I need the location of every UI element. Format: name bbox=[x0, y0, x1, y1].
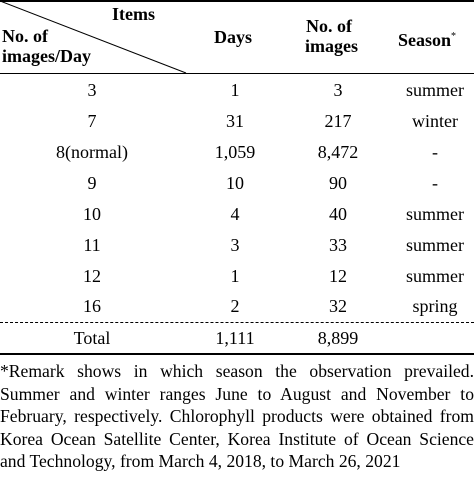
cell-images-per-day: 8(normal) bbox=[56, 142, 128, 162]
cell-images: 217 bbox=[324, 111, 352, 131]
cell-days: 1,059 bbox=[214, 142, 256, 162]
total-images: 8,899 bbox=[317, 328, 359, 348]
table-row bbox=[0, 137, 474, 167]
total-label: Total bbox=[73, 328, 111, 348]
cell-season: - bbox=[432, 173, 438, 193]
cell-season: winter bbox=[412, 111, 458, 131]
table-row bbox=[0, 199, 474, 229]
header-no-of-images-line1: No. of bbox=[306, 16, 352, 36]
cell-images-per-day: 12 bbox=[83, 266, 101, 286]
total-season bbox=[385, 323, 474, 353]
table-row bbox=[0, 291, 474, 321]
table-row bbox=[0, 75, 474, 105]
bottom-rule bbox=[0, 353, 474, 355]
season-footnote-mark: * bbox=[451, 31, 457, 42]
table-row bbox=[0, 168, 474, 198]
cell-images: 90 bbox=[329, 173, 347, 193]
cell-images-per-day: 9 bbox=[87, 173, 97, 193]
header-items: Items bbox=[112, 4, 155, 24]
table-footnote: *Remark shows in which season the observation prevailed. Summer and winter ranges June to August and November to February, respectively. Chlorophyll products were obtained from Korea Ocean Satellite Center, Korea Institute of Ocean Science and Technology, from March 4, 2018, to March 26, 2021 bbox=[0, 361, 474, 471]
cell-season: spring bbox=[412, 296, 458, 316]
cell-days: 4 bbox=[230, 204, 240, 224]
header-rule bbox=[0, 73, 474, 74]
cell-images-per-day: 16 bbox=[83, 296, 101, 316]
cell-images: 12 bbox=[329, 266, 347, 286]
header-no-of-images-line2: images bbox=[305, 36, 358, 56]
header-days: Days bbox=[214, 27, 253, 47]
cell-season: summer bbox=[406, 235, 464, 255]
cell-season: summer bbox=[406, 266, 464, 286]
cell-days: 31 bbox=[226, 111, 244, 131]
cell-season: - bbox=[432, 142, 438, 162]
table-row bbox=[0, 106, 474, 136]
cell-days: 10 bbox=[226, 173, 244, 193]
cell-days: 2 bbox=[230, 296, 240, 316]
cell-images: 3 bbox=[333, 80, 343, 100]
cell-images-per-day: 10 bbox=[83, 204, 101, 224]
header-images-per-day-line1: No. of bbox=[2, 26, 48, 46]
table-row bbox=[0, 261, 474, 291]
cell-images: 32 bbox=[329, 296, 347, 316]
header-images-per-day-line2: images/Day bbox=[2, 46, 91, 66]
cell-images: 40 bbox=[329, 204, 347, 224]
header-season: Season* bbox=[398, 30, 457, 50]
cell-images-per-day: 11 bbox=[83, 235, 101, 255]
total-row bbox=[0, 323, 474, 353]
cell-season: summer bbox=[406, 80, 464, 100]
cell-images: 33 bbox=[329, 235, 347, 255]
cell-images-per-day: 7 bbox=[87, 111, 97, 131]
cell-days: 1 bbox=[230, 80, 240, 100]
cell-days: 3 bbox=[230, 235, 240, 255]
cell-days: 1 bbox=[230, 266, 240, 286]
total-days: 1,111 bbox=[215, 328, 255, 348]
table-row bbox=[0, 230, 474, 260]
cell-images: 8,472 bbox=[317, 142, 359, 162]
cell-season: summer bbox=[406, 204, 464, 224]
cell-images-per-day: 3 bbox=[87, 80, 97, 100]
